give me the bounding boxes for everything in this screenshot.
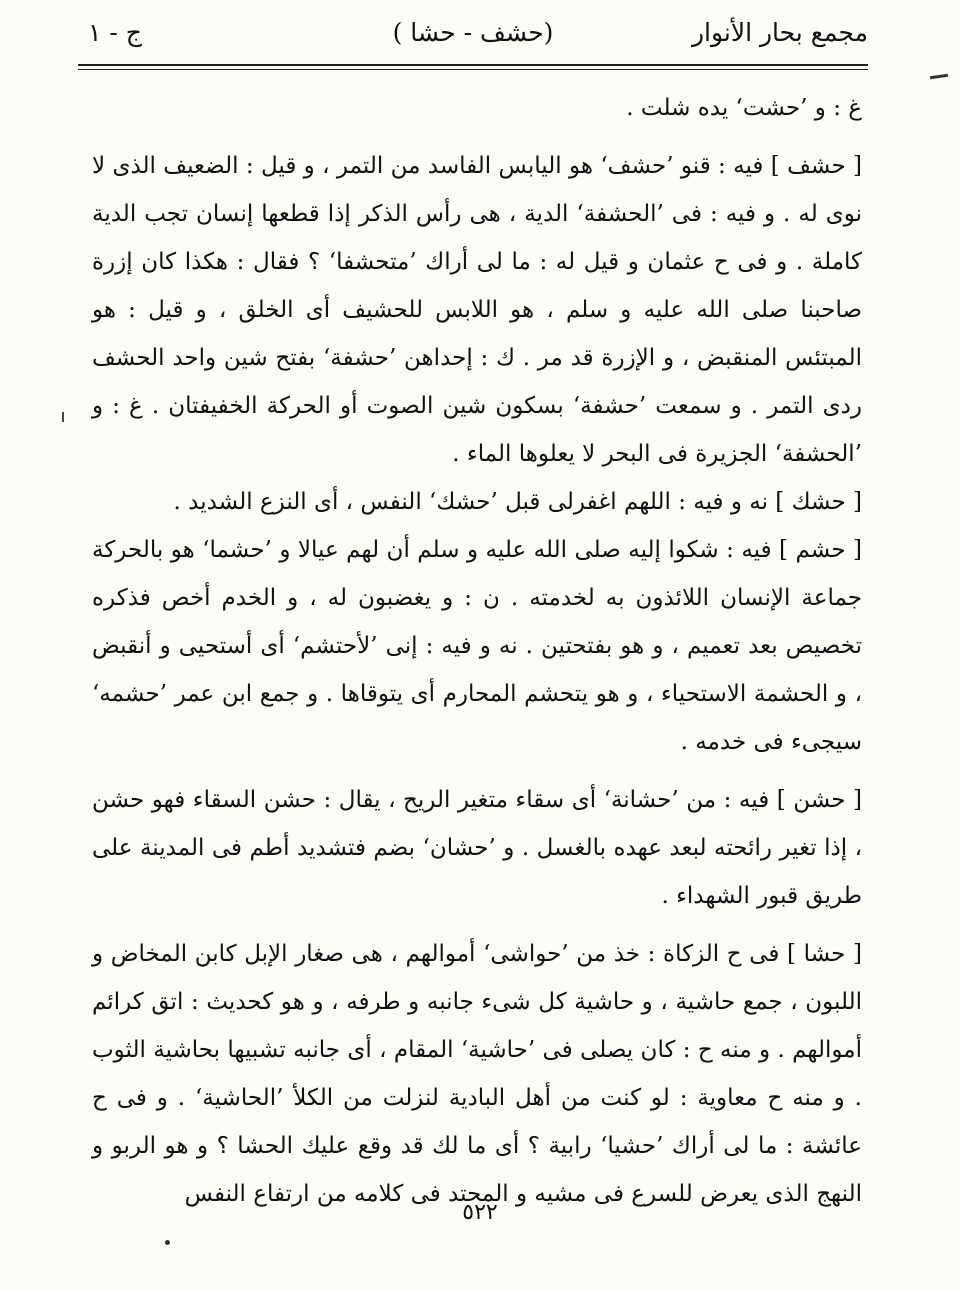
header-rule-thin <box>78 69 868 70</box>
header-rule-thick <box>78 64 868 66</box>
main-text <box>92 84 862 1218</box>
stray-dot <box>165 1240 170 1245</box>
paragraph-hashm: [ حشم ] فيه : شكوا إليه صلى الله عليه و سلم أن لهم عيالا و ’حشما‘ هو بالحركة جماعة الإنسان اللائذون به لخدمته . ن : و يغضبون له ، و الخدم أخص فذكره تخصيص بعد تعميم ، و هو بفتحتين . نه و فيه : إنى ’لأحتشم‘ أى أستحيى و أنقبض ، و الحشمة الاستحياء ، و هو يتحشم المحارم أى يتوقاها . و جمع ابن عمر ’حشمه‘ سيجىء فى خدمه . <box>92 537 862 755</box>
paragraph-hasha: [ حشا ] فى ح الزكاة : خذ من ’حواشى‘ أموالهم ، هى صغار الإبل كابن المخاض و اللبون ، جمع حاشية ، و حاشية كل شىء جانبه و طرفه ، و هو كحديث : اتق كرائم أموالهم . و منه ح : كان يصلى فى ’حاشية‘ المقام ، أى جانبه تشبيها بحاشية الثوب . و منه ح معاوية : لو كنت من أهل البادية لنزلت من الكلأ ’الحاشية‘ . و فى ح عائشة : ما لى أراك ’حشيا‘ رابية ؟ أى ما لك قد وقع عليك الحشا ؟ و هو الربو و النهج الذى يعرض للسرع فى مشيه و المحتد فى كلامه من ارتفاع النفس <box>92 941 862 1207</box>
paragraph-hashn: [ حشن ] فيه : من ’حشانة‘ أى سقاء متغير الريح ، يقال : حشن السقاء فهو حشن ، إذا تغير رائحته لبعد عهده بالغسل . و ’حشان‘ بضم فتشديد أطم فى المدينة على طريق قبور الشهداء . <box>92 787 862 909</box>
margin-mark <box>930 74 948 79</box>
volume-number: ج - ١ <box>88 18 142 47</box>
running-header <box>78 18 868 54</box>
book-title: مجمع بحار الأنوار <box>691 18 868 47</box>
paragraph-hashk: [ حشك ] نه و فيه : اللهم اغفرلى قبل ’حشك‘ النفس ، أى النزع الشديد . <box>173 489 862 515</box>
margin-mark <box>62 412 64 422</box>
paragraph-hasht: غ : و ’حشت‘ يده شلت . <box>626 95 862 121</box>
page-number: ٥٢٢ <box>462 1200 498 1225</box>
entry-range: (حشف - حشا ) <box>392 18 554 47</box>
paragraph-hashf: [ حشف ] فيه : قنو ’حشف‘ هو اليابس الفاسد من التمر ، و قيل : الضعيف الذى لا نوى له . و فيه : فى ’الحشفة‘ الدية ، هى رأس الذكر إذا قطعها إنسان تجب الدية كاملة . و فى ح عثمان و قيل له : ما لى أراك ’متحشفا‘ ؟ فقال : هكذا كان إزرة صاحبنا صلى الله عليه و سلم ، هو اللابس للحشيف أى الخلق ، و قيل : هو المبتئس المنقبض ، و الإزرة قد مر . ك : إحداهن ’حشفة‘ بفتح شين واحد الحشف ردى التمر . و سمعت ’حشفة‘ بسكون شين الصوت أو الحركة الخفيفتان . غ : و ’الحشفة‘ الجزيرة فى البحر لا يعلوها الماء . <box>92 153 862 467</box>
